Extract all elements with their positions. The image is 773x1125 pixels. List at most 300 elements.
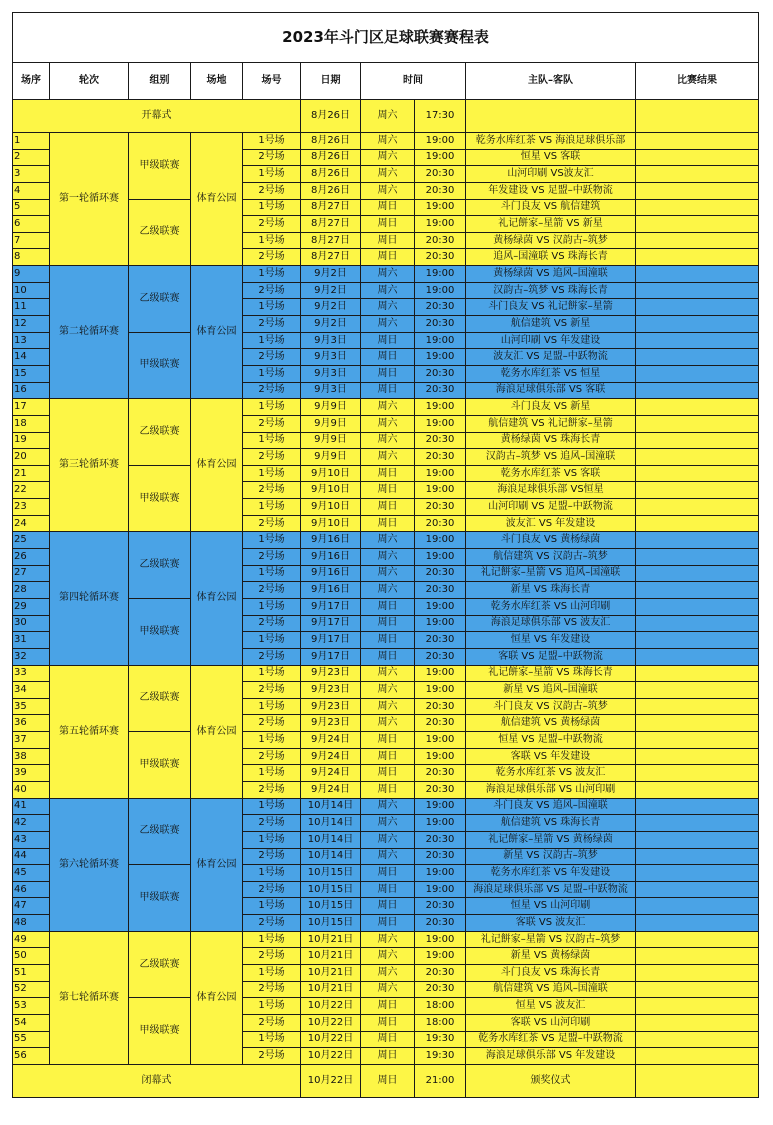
match-result <box>636 182 759 199</box>
opening-teams <box>466 100 636 133</box>
field-no: 2号场 <box>243 1014 301 1031</box>
match-time: 19:00 <box>415 865 466 882</box>
venue-name: 体育公园 <box>191 266 243 399</box>
field-no: 2号场 <box>243 1048 301 1065</box>
match-time: 20:30 <box>415 781 466 798</box>
closing-result <box>636 1064 759 1097</box>
match-weekday: 周六 <box>361 665 415 682</box>
group-name: 乙级联赛 <box>129 266 191 333</box>
match-date: 10月21日 <box>301 965 361 982</box>
match-date: 9月23日 <box>301 715 361 732</box>
match-weekday: 周日 <box>361 1014 415 1031</box>
match-time: 19:30 <box>415 1048 466 1065</box>
match-row <box>13 798 759 815</box>
match-teams: 海浪足球俱乐部 VS 年发建设 <box>466 1048 636 1065</box>
match-result <box>636 848 759 865</box>
match-date: 9月10日 <box>301 499 361 516</box>
field-no: 2号场 <box>243 549 301 566</box>
match-time: 20:30 <box>415 715 466 732</box>
match-teams: 客联 VS 足盟–中跃物流 <box>466 648 636 665</box>
match-date: 9月3日 <box>301 332 361 349</box>
match-date: 9月9日 <box>301 399 361 416</box>
match-result <box>636 349 759 366</box>
match-teams: 航信建筑 VS 新星 <box>466 316 636 333</box>
match-result <box>636 798 759 815</box>
match-teams: 年发建设 VS 足盟–中跃物流 <box>466 182 636 199</box>
field-no: 1号场 <box>243 798 301 815</box>
match-time: 19:00 <box>415 748 466 765</box>
match-result <box>636 898 759 915</box>
match-teams: 山河印刷 VS 年发建设 <box>466 332 636 349</box>
match-date: 9月10日 <box>301 482 361 499</box>
match-teams: 乾务水库红茶 VS 恒星 <box>466 365 636 382</box>
match-weekday: 周日 <box>361 1031 415 1048</box>
match-result <box>636 482 759 499</box>
match-result <box>636 299 759 316</box>
match-no: 20 <box>13 449 50 466</box>
match-time: 19:00 <box>415 399 466 416</box>
header-no: 场序 <box>13 63 50 100</box>
match-teams: 波友汇 VS 年发建设 <box>466 515 636 532</box>
match-date: 10月22日 <box>301 1048 361 1065</box>
match-weekday: 周日 <box>361 349 415 366</box>
group-name: 乙级联赛 <box>129 532 191 599</box>
field-no: 2号场 <box>243 648 301 665</box>
match-weekday: 周日 <box>361 915 415 932</box>
group-name: 乙级联赛 <box>129 798 191 865</box>
match-result <box>636 682 759 699</box>
match-no: 4 <box>13 182 50 199</box>
venue-name: 体育公园 <box>191 133 243 266</box>
field-no: 1号场 <box>243 698 301 715</box>
field-no: 2号场 <box>243 282 301 299</box>
match-time: 19:00 <box>415 465 466 482</box>
header-field: 场号 <box>243 63 301 100</box>
match-teams: 追风–国潼联 VS 珠海长青 <box>466 249 636 266</box>
match-teams: 斗门良友 VS 航信建筑 <box>466 199 636 216</box>
match-teams: 客联 VS 山河印刷 <box>466 1014 636 1031</box>
match-row <box>13 133 759 150</box>
match-weekday: 周六 <box>361 981 415 998</box>
field-no: 2号场 <box>243 449 301 466</box>
match-time: 19:00 <box>415 282 466 299</box>
match-result <box>636 781 759 798</box>
group-name: 甲级联赛 <box>129 598 191 665</box>
match-no: 18 <box>13 415 50 432</box>
field-no: 2号场 <box>243 948 301 965</box>
schedule-table <box>12 12 759 1098</box>
match-result <box>636 998 759 1015</box>
match-weekday: 周六 <box>361 965 415 982</box>
group-name: 乙级联赛 <box>129 399 191 466</box>
match-weekday: 周六 <box>361 149 415 166</box>
match-no: 56 <box>13 1048 50 1065</box>
match-date: 10月15日 <box>301 898 361 915</box>
match-weekday: 周六 <box>361 698 415 715</box>
match-weekday: 周六 <box>361 399 415 416</box>
match-time: 19:00 <box>415 665 466 682</box>
match-teams: 斗门良友 VS 汉韵古–筑梦 <box>466 698 636 715</box>
match-no: 2 <box>13 149 50 166</box>
match-no: 19 <box>13 432 50 449</box>
venue-name: 体育公园 <box>191 665 243 798</box>
match-no: 40 <box>13 781 50 798</box>
match-result <box>636 765 759 782</box>
field-no: 1号场 <box>243 732 301 749</box>
group-name: 乙级联赛 <box>129 199 191 266</box>
field-no: 2号场 <box>243 182 301 199</box>
match-date: 9月24日 <box>301 765 361 782</box>
match-result <box>636 399 759 416</box>
match-no: 38 <box>13 748 50 765</box>
match-no: 27 <box>13 565 50 582</box>
match-date: 8月26日 <box>301 133 361 150</box>
match-result <box>636 598 759 615</box>
closing-note: 颁奖仪式 <box>466 1064 636 1097</box>
match-teams: 海浪足球俱乐部 VS 波友汇 <box>466 615 636 632</box>
opening-row <box>13 100 759 133</box>
match-result <box>636 931 759 948</box>
header-result: 比赛结果 <box>636 63 759 100</box>
closing-weekday: 周日 <box>361 1064 415 1097</box>
match-no: 42 <box>13 815 50 832</box>
match-date: 9月16日 <box>301 582 361 599</box>
round-name: 第七轮循环赛 <box>50 931 129 1064</box>
match-time: 20:30 <box>415 648 466 665</box>
match-weekday: 周六 <box>361 532 415 549</box>
closing-label: 闭幕式 <box>13 1064 301 1097</box>
match-no: 11 <box>13 299 50 316</box>
match-teams: 新星 VS 珠海长青 <box>466 582 636 599</box>
match-date: 9月9日 <box>301 432 361 449</box>
match-date: 10月22日 <box>301 1014 361 1031</box>
match-no: 30 <box>13 615 50 632</box>
match-time: 19:00 <box>415 881 466 898</box>
match-date: 9月23日 <box>301 698 361 715</box>
match-result <box>636 365 759 382</box>
match-date: 8月26日 <box>301 166 361 183</box>
match-weekday: 周日 <box>361 881 415 898</box>
header-venue: 场地 <box>191 63 243 100</box>
match-weekday: 周日 <box>361 249 415 266</box>
match-weekday: 周日 <box>361 216 415 233</box>
match-teams: 乾务水库红茶 VS 年发建设 <box>466 865 636 882</box>
group-name: 甲级联赛 <box>129 998 191 1065</box>
match-result <box>636 432 759 449</box>
match-time: 18:00 <box>415 998 466 1015</box>
field-no: 1号场 <box>243 831 301 848</box>
match-date: 10月21日 <box>301 981 361 998</box>
match-teams: 乾务水库红茶 VS 海浪足球俱乐部 <box>466 133 636 150</box>
match-date: 9月23日 <box>301 682 361 699</box>
match-weekday: 周六 <box>361 182 415 199</box>
match-result <box>636 582 759 599</box>
field-no: 1号场 <box>243 598 301 615</box>
opening-result <box>636 100 759 133</box>
opening-date: 8月26日 <box>301 100 361 133</box>
match-no: 47 <box>13 898 50 915</box>
match-no: 9 <box>13 266 50 283</box>
field-no: 2号场 <box>243 216 301 233</box>
match-no: 39 <box>13 765 50 782</box>
match-date: 9月17日 <box>301 632 361 649</box>
group-name: 甲级联赛 <box>129 732 191 799</box>
round-name: 第三轮循环赛 <box>50 399 129 532</box>
match-teams: 恒星 VS 客联 <box>466 149 636 166</box>
match-result <box>636 981 759 998</box>
match-no: 13 <box>13 332 50 349</box>
match-result <box>636 1031 759 1048</box>
match-time: 20:30 <box>415 565 466 582</box>
match-date: 9月2日 <box>301 282 361 299</box>
match-result <box>636 149 759 166</box>
field-no: 1号场 <box>243 232 301 249</box>
match-row <box>13 532 759 549</box>
match-result <box>636 665 759 682</box>
match-no: 25 <box>13 532 50 549</box>
field-no: 1号场 <box>243 199 301 216</box>
match-weekday: 周日 <box>361 865 415 882</box>
match-time: 19:00 <box>415 815 466 832</box>
closing-row <box>13 1064 759 1097</box>
match-result <box>636 965 759 982</box>
match-no: 51 <box>13 965 50 982</box>
match-no: 44 <box>13 848 50 865</box>
match-no: 35 <box>13 698 50 715</box>
match-no: 16 <box>13 382 50 399</box>
group-name: 乙级联赛 <box>129 665 191 732</box>
match-weekday: 周日 <box>361 382 415 399</box>
field-no: 1号场 <box>243 432 301 449</box>
match-no: 8 <box>13 249 50 266</box>
venue-name: 体育公园 <box>191 532 243 665</box>
match-no: 54 <box>13 1014 50 1031</box>
match-no: 21 <box>13 465 50 482</box>
match-no: 17 <box>13 399 50 416</box>
match-result <box>636 199 759 216</box>
field-no: 2号场 <box>243 249 301 266</box>
match-no: 31 <box>13 632 50 649</box>
opening-label: 开幕式 <box>13 100 301 133</box>
field-no: 1号场 <box>243 365 301 382</box>
match-row <box>13 399 759 416</box>
match-date: 9月2日 <box>301 266 361 283</box>
match-time: 19:00 <box>415 598 466 615</box>
match-teams: 礼记餅家–星箭 VS 新星 <box>466 216 636 233</box>
match-weekday: 周日 <box>361 765 415 782</box>
match-teams: 黄杨绿茵 VS 追风–国潼联 <box>466 266 636 283</box>
match-time: 20:30 <box>415 365 466 382</box>
match-date: 9月3日 <box>301 382 361 399</box>
field-no: 2号场 <box>243 881 301 898</box>
match-teams: 乾务水库红茶 VS 山河印刷 <box>466 598 636 615</box>
field-no: 2号场 <box>243 149 301 166</box>
opening-time: 17:30 <box>415 100 466 133</box>
match-time: 20:30 <box>415 698 466 715</box>
closing-date: 10月22日 <box>301 1064 361 1097</box>
match-result <box>636 465 759 482</box>
match-result <box>636 316 759 333</box>
match-date: 10月15日 <box>301 865 361 882</box>
field-no: 1号场 <box>243 765 301 782</box>
match-teams: 航信建筑 VS 珠海长青 <box>466 815 636 832</box>
round-name: 第六轮循环赛 <box>50 798 129 931</box>
match-result <box>636 532 759 549</box>
match-time: 20:30 <box>415 898 466 915</box>
match-weekday: 周六 <box>361 415 415 432</box>
match-date: 9月3日 <box>301 349 361 366</box>
header-group: 组别 <box>129 63 191 100</box>
match-time: 19:00 <box>415 266 466 283</box>
match-teams: 海浪足球俱乐部 VS 客联 <box>466 382 636 399</box>
venue-name: 体育公园 <box>191 798 243 931</box>
field-no: 2号场 <box>243 482 301 499</box>
match-date: 9月16日 <box>301 532 361 549</box>
match-no: 10 <box>13 282 50 299</box>
match-teams: 航信建筑 VS 追风–国潼联 <box>466 981 636 998</box>
venue-name: 体育公园 <box>191 931 243 1064</box>
field-no: 1号场 <box>243 332 301 349</box>
match-time: 20:30 <box>415 432 466 449</box>
match-result <box>636 698 759 715</box>
match-time: 19:00 <box>415 199 466 216</box>
field-no: 1号场 <box>243 865 301 882</box>
field-no: 1号场 <box>243 665 301 682</box>
match-time: 19:00 <box>415 415 466 432</box>
group-name: 甲级联赛 <box>129 865 191 932</box>
field-no: 1号场 <box>243 1031 301 1048</box>
match-weekday: 周日 <box>361 998 415 1015</box>
field-no: 2号场 <box>243 781 301 798</box>
field-no: 2号场 <box>243 915 301 932</box>
match-weekday: 周日 <box>361 232 415 249</box>
match-date: 8月26日 <box>301 182 361 199</box>
match-date: 10月22日 <box>301 998 361 1015</box>
match-no: 37 <box>13 732 50 749</box>
match-time: 19:00 <box>415 948 466 965</box>
schedule-sheet <box>12 12 758 1098</box>
match-time: 20:30 <box>415 232 466 249</box>
match-no: 1 <box>13 133 50 150</box>
match-teams: 山河印刷 VS波友汇 <box>466 166 636 183</box>
match-result <box>636 715 759 732</box>
match-teams: 海浪足球俱乐部 VS 山河印刷 <box>466 781 636 798</box>
match-time: 20:30 <box>415 831 466 848</box>
field-no: 1号场 <box>243 898 301 915</box>
match-date: 8月27日 <box>301 232 361 249</box>
match-weekday: 周日 <box>361 748 415 765</box>
match-teams: 斗门良友 VS 新星 <box>466 399 636 416</box>
match-date: 9月17日 <box>301 648 361 665</box>
match-time: 20:30 <box>415 981 466 998</box>
match-no: 36 <box>13 715 50 732</box>
match-result <box>636 232 759 249</box>
match-result <box>636 831 759 848</box>
field-no: 1号场 <box>243 565 301 582</box>
match-no: 26 <box>13 549 50 566</box>
match-time: 20:30 <box>415 316 466 333</box>
field-no: 2号场 <box>243 415 301 432</box>
match-date: 9月9日 <box>301 415 361 432</box>
match-time: 19:00 <box>415 349 466 366</box>
match-time: 19:00 <box>415 798 466 815</box>
match-teams: 新星 VS 追风–国潼联 <box>466 682 636 699</box>
match-time: 19:00 <box>415 549 466 566</box>
match-result <box>636 632 759 649</box>
match-time: 19:30 <box>415 1031 466 1048</box>
field-no: 1号场 <box>243 166 301 183</box>
match-no: 46 <box>13 881 50 898</box>
match-teams: 恒星 VS 波友汇 <box>466 998 636 1015</box>
match-weekday: 周日 <box>361 482 415 499</box>
match-date: 10月14日 <box>301 815 361 832</box>
match-date: 9月16日 <box>301 565 361 582</box>
field-no: 2号场 <box>243 582 301 599</box>
match-time: 19:00 <box>415 615 466 632</box>
match-weekday: 周六 <box>361 565 415 582</box>
match-date: 9月17日 <box>301 615 361 632</box>
match-weekday: 周六 <box>361 815 415 832</box>
match-weekday: 周日 <box>361 365 415 382</box>
match-weekday: 周六 <box>361 432 415 449</box>
match-date: 9月2日 <box>301 299 361 316</box>
match-date: 9月23日 <box>301 665 361 682</box>
field-no: 2号场 <box>243 615 301 632</box>
match-date: 10月14日 <box>301 848 361 865</box>
match-teams: 礼记餅家–星箭 VS 黄杨绿茵 <box>466 831 636 848</box>
match-no: 6 <box>13 216 50 233</box>
match-time: 19:00 <box>415 931 466 948</box>
group-name: 乙级联赛 <box>129 931 191 998</box>
field-no: 1号场 <box>243 133 301 150</box>
match-teams: 乾务水库红茶 VS 客联 <box>466 465 636 482</box>
match-teams: 乾务水库红茶 VS 波友汇 <box>466 765 636 782</box>
match-teams: 斗门良友 VS 追风–国潼联 <box>466 798 636 815</box>
header-time: 时间 <box>361 63 466 100</box>
match-no: 32 <box>13 648 50 665</box>
match-date: 9月10日 <box>301 465 361 482</box>
round-name: 第五轮循环赛 <box>50 665 129 798</box>
match-result <box>636 332 759 349</box>
field-no: 2号场 <box>243 848 301 865</box>
match-teams: 恒星 VS 山河印刷 <box>466 898 636 915</box>
match-result <box>636 515 759 532</box>
match-result <box>636 449 759 466</box>
match-teams: 黄杨绿茵 VS 汉韵古–筑梦 <box>466 232 636 249</box>
match-date: 10月14日 <box>301 831 361 848</box>
opening-weekday: 周六 <box>361 100 415 133</box>
match-weekday: 周六 <box>361 282 415 299</box>
match-weekday: 周日 <box>361 199 415 216</box>
match-no: 33 <box>13 665 50 682</box>
match-teams: 海浪足球俱乐部 VS恒星 <box>466 482 636 499</box>
match-time: 19:00 <box>415 682 466 699</box>
match-weekday: 周日 <box>361 499 415 516</box>
match-teams: 新星 VS 黄杨绿茵 <box>466 948 636 965</box>
match-date: 9月9日 <box>301 449 361 466</box>
match-date: 9月24日 <box>301 732 361 749</box>
field-no: 2号场 <box>243 715 301 732</box>
round-name: 第一轮循环赛 <box>50 133 129 266</box>
match-time: 20:30 <box>415 499 466 516</box>
match-date: 10月21日 <box>301 931 361 948</box>
match-no: 23 <box>13 499 50 516</box>
match-weekday: 周六 <box>361 549 415 566</box>
field-no: 1号场 <box>243 266 301 283</box>
match-time: 19:00 <box>415 149 466 166</box>
field-no: 2号场 <box>243 981 301 998</box>
match-no: 24 <box>13 515 50 532</box>
